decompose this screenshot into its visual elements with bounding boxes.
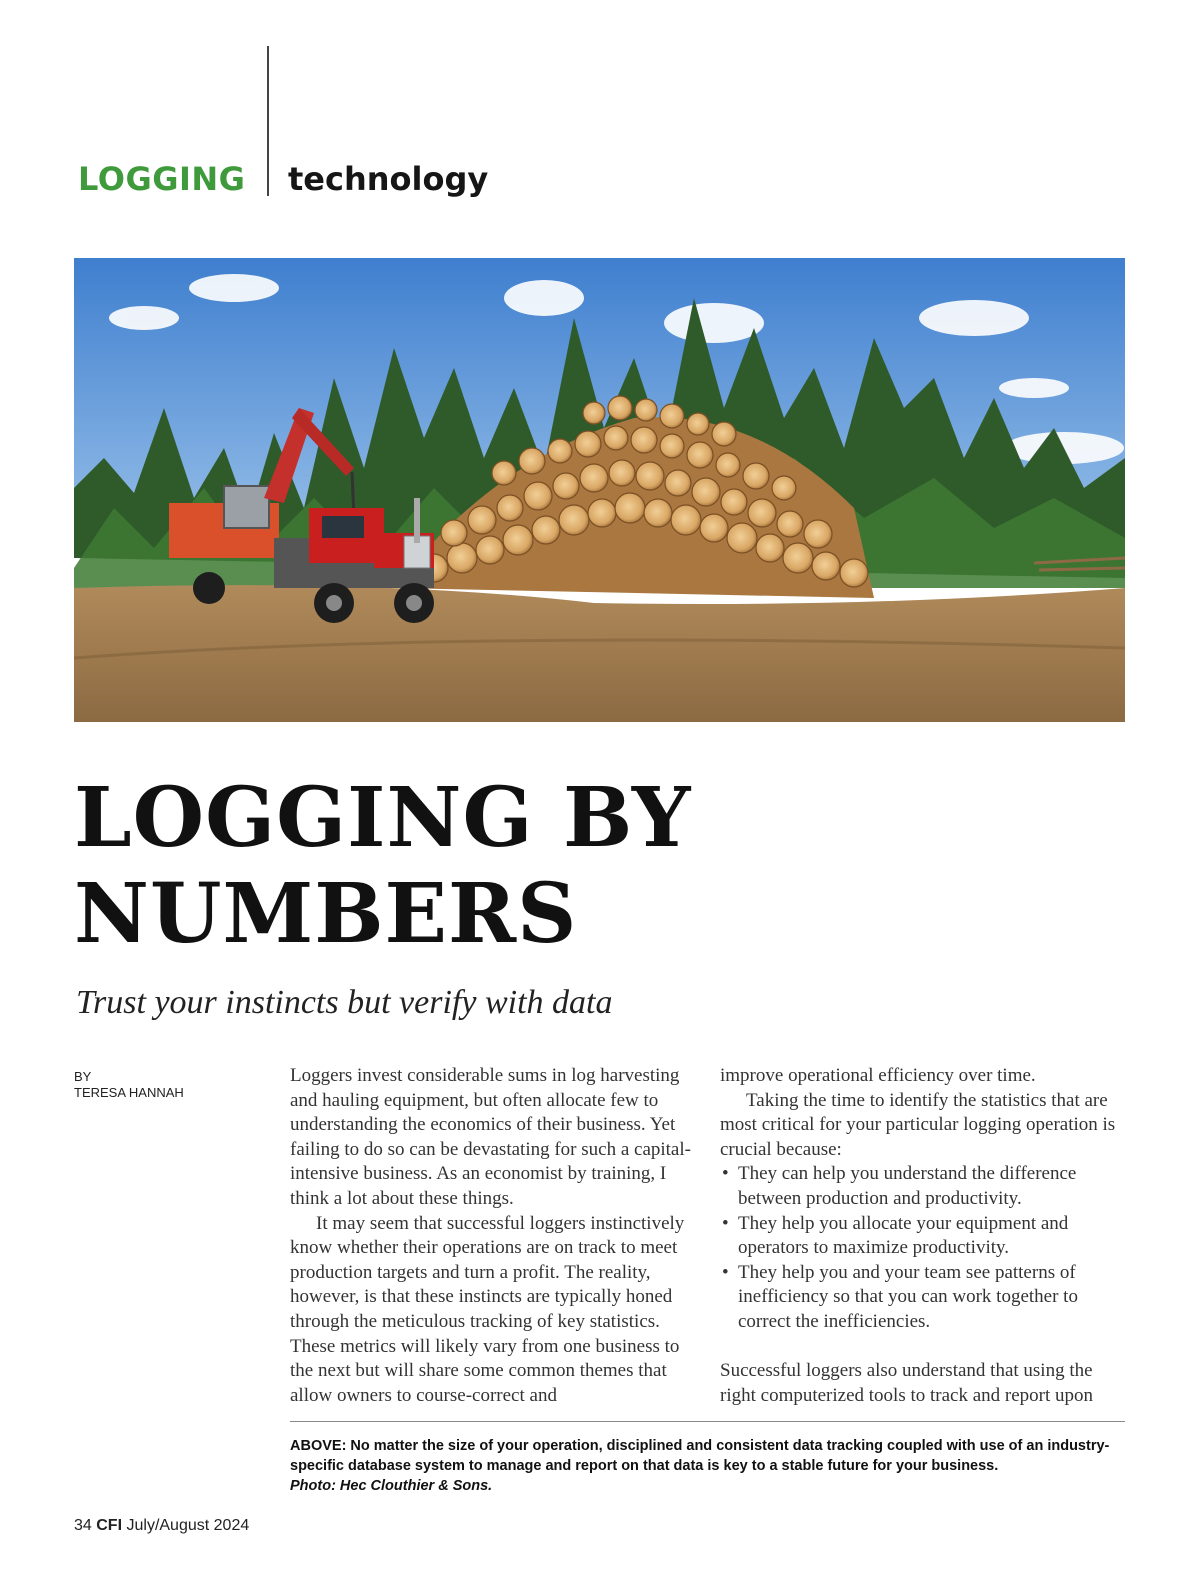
magazine-name: CFI xyxy=(96,1517,123,1534)
body-paragraph: Successful loggers also understand that using the right computerized tools to track and report upon xyxy=(720,1360,1094,1406)
list-item xyxy=(720,1261,1125,1335)
bullet-list xyxy=(720,1162,1125,1334)
section-sublabel: technology xyxy=(288,160,489,198)
photo-caption xyxy=(290,1436,1125,1496)
byline xyxy=(74,1069,184,1101)
body-column-1 xyxy=(290,1064,700,1408)
byline-author: TERESA HANNAH xyxy=(74,1085,184,1100)
body-column-2 xyxy=(720,1064,1125,1408)
paragraph-spacer xyxy=(720,1335,1125,1360)
list-item-text: They help you allocate your equipment and operators to maximize productivity. xyxy=(738,1212,1069,1259)
list-item xyxy=(720,1212,1125,1261)
section-label: LOGGING xyxy=(78,160,246,198)
bullet-icon: • xyxy=(722,1261,729,1283)
body-paragraph: improve operational efficiency over time. xyxy=(720,1065,1036,1086)
photo-credit: Photo: Hec Clouthier & Sons. xyxy=(290,1478,493,1494)
article-headline xyxy=(74,770,1074,962)
caption-text: ABOVE: No matter the size of your operation, disciplined and consistent data tracking coupled with use of an industry-specific database system to manage and report on that data is key to a stable future for your business. xyxy=(290,1438,1110,1474)
page-number: 34 xyxy=(74,1517,92,1534)
section-divider xyxy=(267,46,269,196)
page-folio xyxy=(74,1517,249,1535)
byline-prefix: BY xyxy=(74,1069,92,1084)
list-item-text: They can help you understand the difference between production and productivity. xyxy=(738,1163,1077,1209)
lead-photo xyxy=(74,258,1125,722)
headline-line-2: NUMBERS xyxy=(74,866,578,962)
body-paragraph: Taking the time to identify the statistics that are most critical for your particular logging operation is crucial because: xyxy=(720,1089,1116,1160)
article-subhead: Trust your instincts but verify with data xyxy=(76,984,613,1021)
bullet-icon: • xyxy=(722,1163,729,1185)
list-item xyxy=(720,1162,1125,1211)
body-paragraph: Loggers invest considerable sums in log harvesting and hauling equipment, but often allocate few to understanding the economics of their business. Yet failing to do so can be devastating for such a capital-intensive business. As an economist by training, I think a lot about these things. xyxy=(290,1065,691,1209)
caption-divider xyxy=(290,1421,1125,1422)
list-item-text: They help you and your team see patterns of inefficiency so that you can work together to correct the inefficiencies. xyxy=(738,1261,1078,1332)
bullet-icon: • xyxy=(722,1212,729,1234)
body-paragraph: It may seem that successful loggers instinctively know whether their operations are on track to meet production targets and turn a profit. The reality, however, is that these instincts are typically honed through the meticulous tracking of key statistics. These metrics will likely vary from one business to the next but will share some common themes that allow owners to course-correct and xyxy=(290,1212,685,1406)
issue-date: July/August 2024 xyxy=(126,1517,250,1534)
headline-line-1: LOGGING BY xyxy=(74,770,692,866)
